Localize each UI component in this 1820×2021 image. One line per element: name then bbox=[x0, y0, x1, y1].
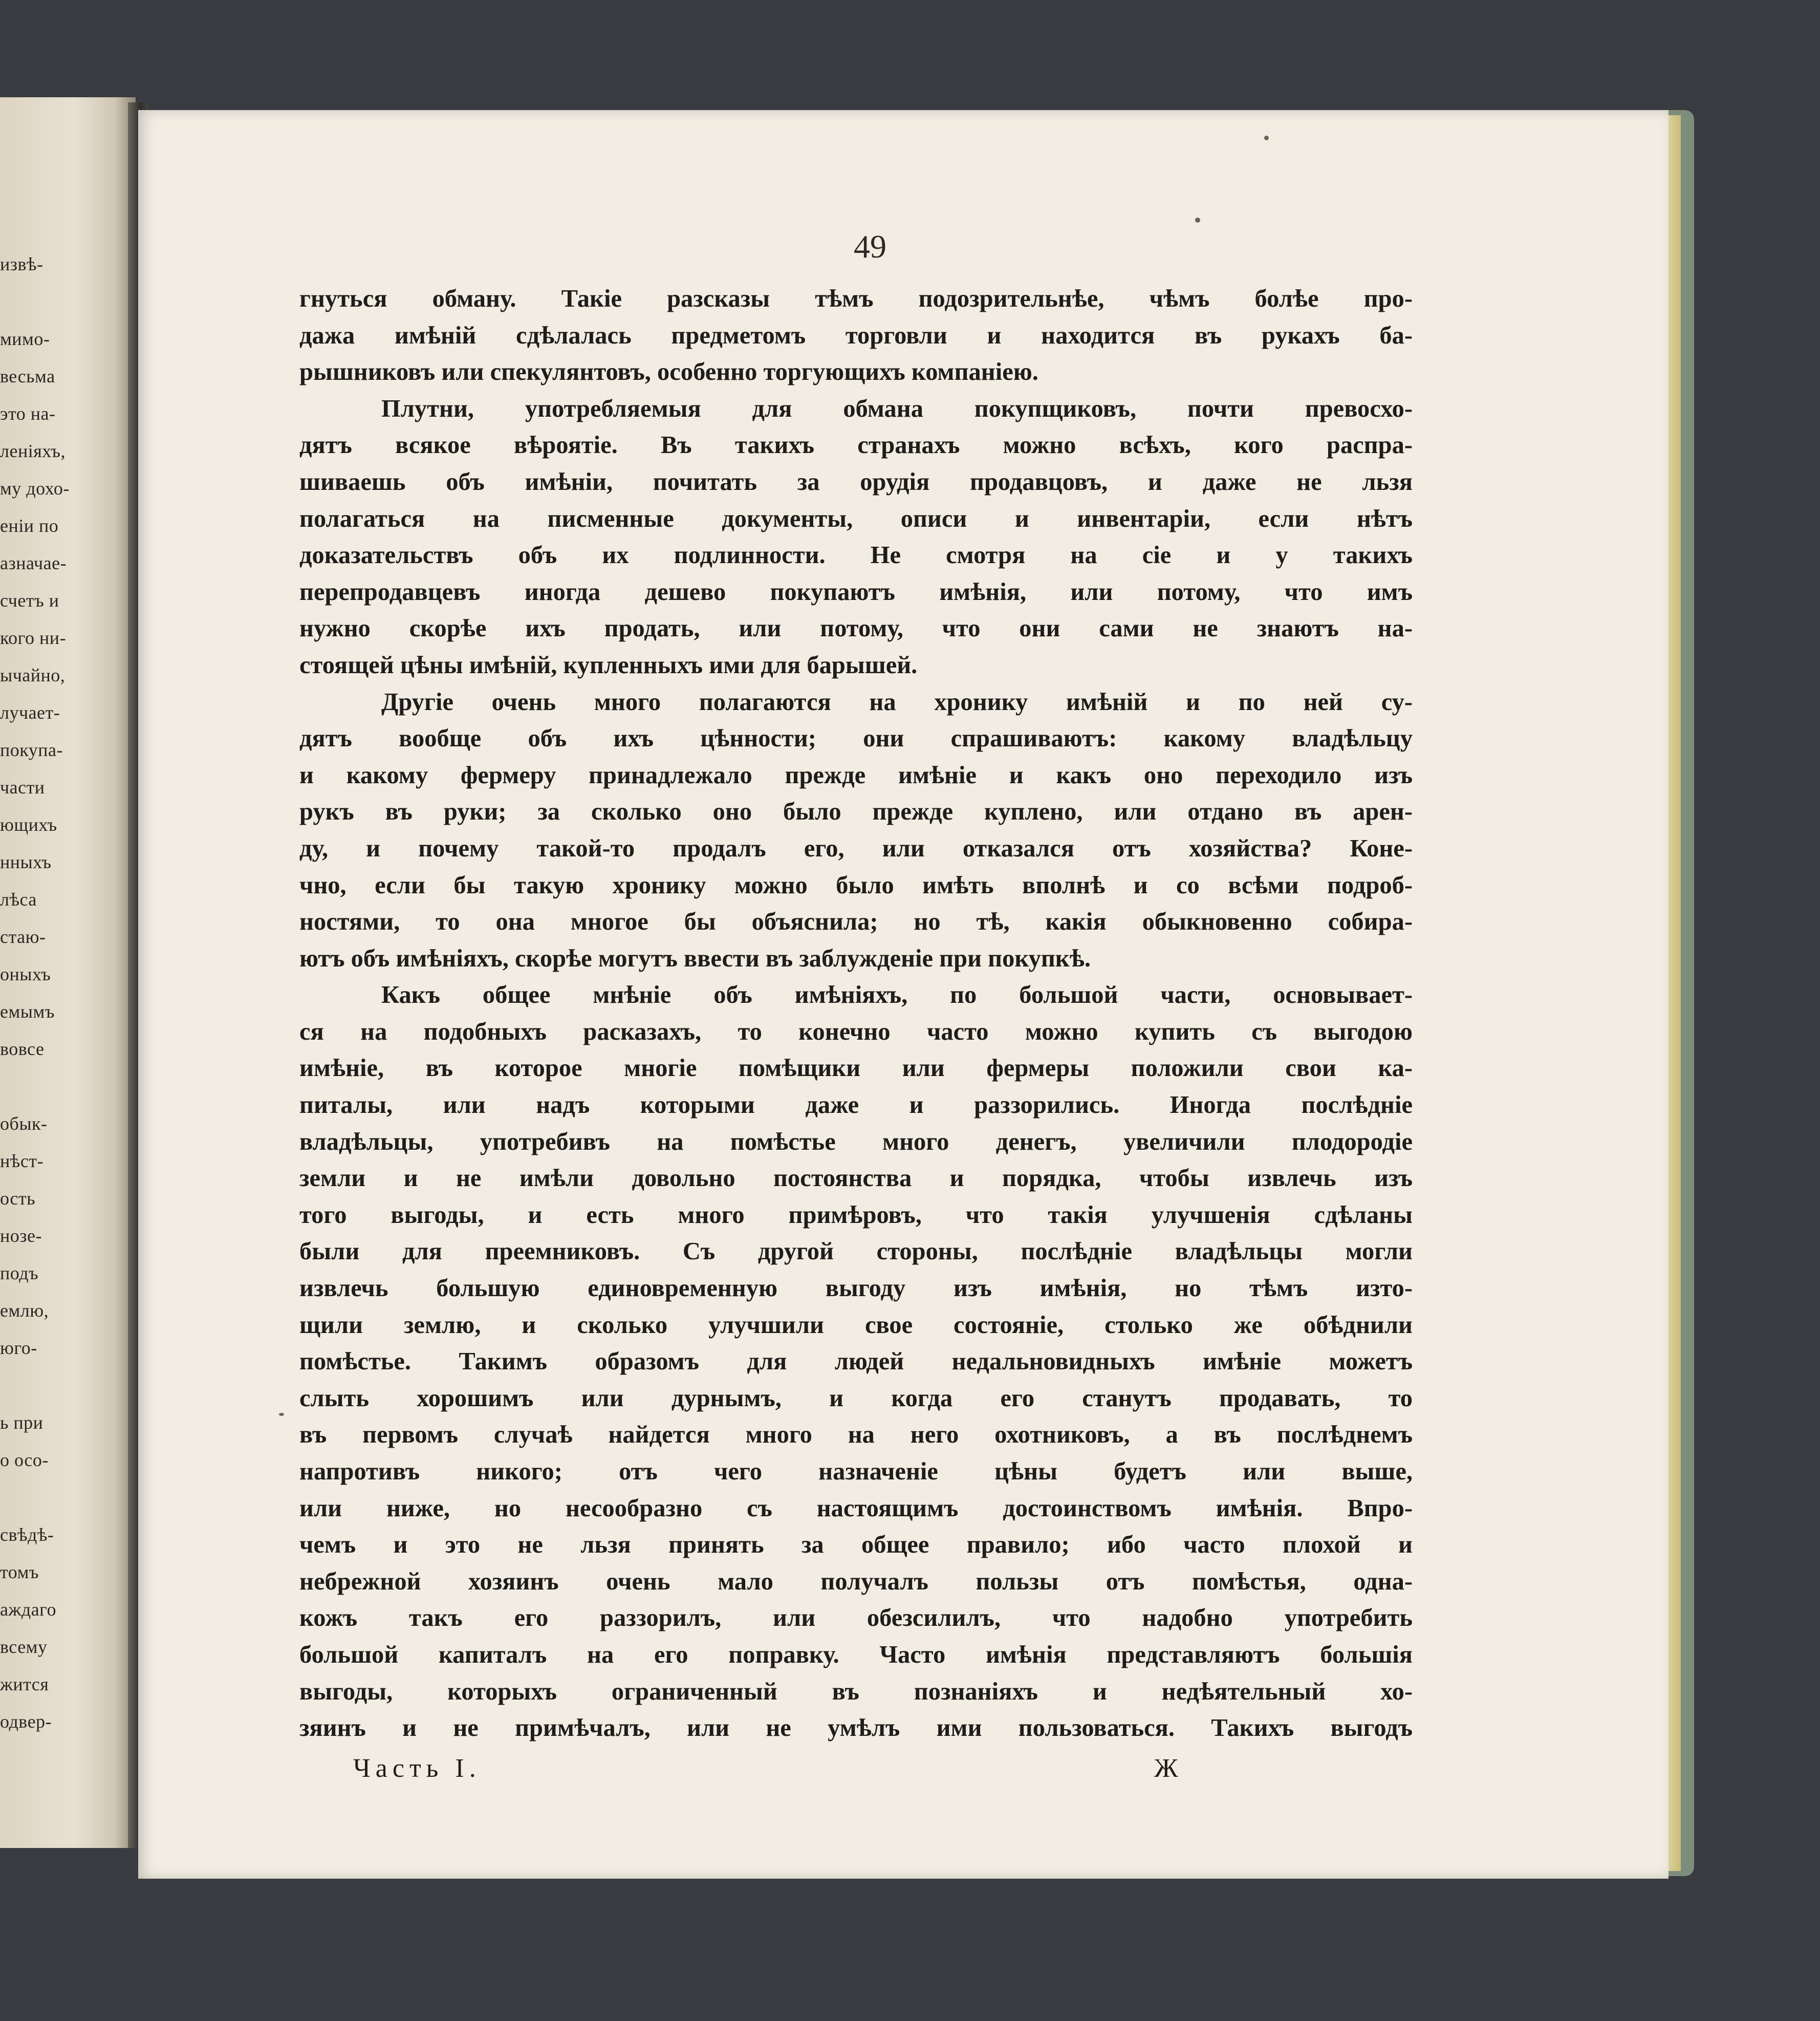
text-line: въ первомъ случаѣ найдется много на него охотниковъ, а въ послѣднемъ bbox=[299, 1421, 1413, 1449]
facing-page-fragment: счетъ и bbox=[0, 590, 59, 611]
facing-page-fragment: о осо- bbox=[0, 1450, 49, 1470]
facing-page-fragment: жится bbox=[0, 1674, 49, 1694]
paper-speck bbox=[1195, 218, 1200, 223]
text-line: того выгоды, и есть много примѣровъ, что такiя улучшенiя сдѣланы bbox=[299, 1201, 1413, 1229]
facing-page-fragment: кого ни- bbox=[0, 628, 67, 648]
facing-page-fragment: это на- bbox=[0, 403, 56, 424]
body-text bbox=[299, 281, 1413, 1747]
text-line: Другiе очень много полагаются на хронику имѣнiй и по ней су- bbox=[381, 688, 1413, 716]
text-line: чемъ и это не льзя принять за общее правило; ибо часто плохой и bbox=[299, 1531, 1413, 1559]
facing-page-fragment: емымъ bbox=[0, 1001, 55, 1022]
facing-page-fragment: ющихъ bbox=[0, 814, 57, 835]
text-line: доказательствъ объ их подлинности. Не смотря на сiе и у такихъ bbox=[299, 542, 1413, 569]
page-edges bbox=[1669, 115, 1681, 1871]
facing-page-fragment: всему bbox=[0, 1637, 48, 1657]
facing-page-fragment: обык- bbox=[0, 1113, 48, 1134]
facing-page-fragment: нѣст- bbox=[0, 1151, 44, 1171]
facing-page-fragment: ленiяхъ, bbox=[0, 441, 66, 461]
facing-page-fragment: лучает- bbox=[0, 702, 60, 723]
text-line: дятъ вообще объ ихъ цѣнности; они спрашиваютъ: какому владѣльцу bbox=[299, 725, 1413, 752]
text-line: ностями, то она многое бы объяснила; но тѣ, какiя обыкновенно собира- bbox=[299, 908, 1413, 936]
facing-page-fragment: подъ bbox=[0, 1263, 39, 1283]
text-line: дятъ всякое вѣроятiе. Въ такихъ странахъ можно всѣхъ, кого распра- bbox=[299, 432, 1413, 459]
facing-page-fragment: вовсе bbox=[0, 1039, 45, 1059]
text-line: выгоды, которыхъ ограниченный въ познанiяхъ и недѣятельный хо- bbox=[299, 1678, 1413, 1705]
facing-page-fragment: стаю- bbox=[0, 927, 46, 947]
facing-page-fragment: лѣса bbox=[0, 889, 37, 910]
text-line: ютъ объ имѣнiяхъ, скорѣе могутъ ввести въ заблужденiе при покупкѣ. bbox=[299, 944, 1091, 972]
text-line: небрежной хозяинъ очень мало получалъ пользы отъ помѣстья, одна- bbox=[299, 1567, 1413, 1595]
facing-page-fragment: томъ bbox=[0, 1562, 39, 1582]
text-line: напротивъ никого; отъ чего назначенiе цѣны будетъ или выше, bbox=[299, 1458, 1413, 1485]
facing-page-left bbox=[0, 97, 136, 1848]
text-line: стоящей цѣны имѣнiй, купленныхъ ими для барышей. bbox=[299, 651, 918, 679]
text-line: питалы, или надъ которыми даже и раззорились. Иногда послѣднiе bbox=[299, 1091, 1413, 1119]
text-line: рукъ въ руки; за сколько оно было прежде куплено, или отдано въ арен- bbox=[299, 798, 1413, 826]
text-line: или ниже, но несообразно съ настоящимъ достоинствомъ имѣнiя. Впро- bbox=[299, 1494, 1413, 1522]
facing-page-fragment: юго- bbox=[0, 1338, 37, 1358]
text-line: ду, и почему такой-то продалъ его, или отказался отъ хозяйства? Коне- bbox=[299, 834, 1413, 862]
facing-page-fragment: енiи по bbox=[0, 515, 59, 536]
text-line: Какъ общее мнѣнiе объ имѣнiяхъ, по большой части, основывает- bbox=[381, 981, 1413, 1009]
text-line: кожъ такъ его раззорилъ, или обезсилилъ, что надобно употребить bbox=[299, 1604, 1413, 1632]
text-line: ся на подобныхъ расказахъ, то конечно часто можно купить съ выгодою bbox=[299, 1018, 1413, 1045]
signature-mark-letter: Ж bbox=[1154, 1754, 1178, 1783]
facing-page-fragment: нозе- bbox=[0, 1226, 42, 1246]
text-line: владѣльцы, употребивъ на помѣстье много денегъ, увеличили плодородiе bbox=[299, 1128, 1413, 1155]
facing-page-fragment: части bbox=[0, 777, 45, 798]
signature-mark-part: Часть I. bbox=[353, 1754, 481, 1783]
facing-page-fragment: аждаго bbox=[0, 1599, 57, 1620]
facing-page-fragment: ь при bbox=[0, 1412, 44, 1433]
text-line: были для преемниковъ. Съ другой стороны, послѣднiе владѣльцы могли bbox=[299, 1238, 1413, 1265]
facing-page-fragment: му дохо- bbox=[0, 478, 70, 499]
text-line: Плутни, употребляемыя для обмана покупщиковъ, почти превосхо- bbox=[381, 395, 1413, 422]
text-line: земли и не имѣли довольно постоянства и порядка, чтобы извлечь изъ bbox=[299, 1165, 1413, 1192]
page-number: 49 bbox=[854, 228, 886, 265]
facing-page-fragment: покупа- bbox=[0, 740, 63, 760]
facing-page-fragment: нныхъ bbox=[0, 852, 52, 872]
text-line: шиваешь объ имѣнiи, почитать за орудiя продавцовъ, и даже не льзя bbox=[299, 468, 1413, 496]
facing-page-fragment: оныхъ bbox=[0, 964, 51, 984]
facing-page-fragment: весьма bbox=[0, 366, 55, 386]
text-line: перепродавцевъ иногда дешево покупаютъ имѣнiя, или потому, что имъ bbox=[299, 578, 1413, 606]
text-line: щили землю, и сколько улучшили свое состоянiе, столько же обѣднили bbox=[299, 1311, 1413, 1339]
facing-page-fragment: ычайно, bbox=[0, 665, 66, 685]
text-line: рышниковъ или спекулянтовъ, особенно торгующихъ компанiею. bbox=[299, 358, 1038, 386]
text-line: гнуться обману. Такiе разсказы тѣмъ подозрительнѣе, чѣмъ болѣе про- bbox=[299, 285, 1413, 312]
facing-page-fragment: ость bbox=[0, 1188, 36, 1209]
text-line: чно, если бы такую хронику можно было имѣть вполнѣ и со всѣми подроб- bbox=[299, 871, 1413, 899]
facing-page-fragment: мимо- bbox=[0, 329, 50, 349]
facing-page-fragment: азначае- bbox=[0, 553, 67, 573]
facing-page-fragment: емлю, bbox=[0, 1300, 49, 1321]
text-line: имѣнiе, въ которое многiе помѣщики или фермеры положили свои ка- bbox=[299, 1055, 1413, 1082]
paper-speck bbox=[279, 1413, 284, 1416]
text-line: полагаться на писменные документы, описи и инвентарiи, если нѣтъ bbox=[299, 505, 1413, 532]
facing-page-fragment: свѣдѣ- bbox=[0, 1524, 54, 1545]
text-line: дажа имѣнiй сдѣлалась предметомъ торговли и находится въ рукахъ ба- bbox=[299, 321, 1413, 349]
text-line: нужно скорѣе ихъ продать, или потому, что они сами не знаютъ на- bbox=[299, 615, 1413, 642]
facing-page-fragment: извѣ- bbox=[0, 254, 44, 274]
text-line: большой капиталъ на его поправку. Часто имѣнiя представляютъ большiя bbox=[299, 1641, 1413, 1668]
paper-speck bbox=[1264, 136, 1269, 140]
text-line: помѣстье. Такимъ образомъ для людей недальновидныхъ имѣнiе можетъ bbox=[299, 1348, 1413, 1375]
facing-page-fragment: одвер- bbox=[0, 1711, 52, 1732]
text-line: зяинъ и не примѣчалъ, или не умѣлъ ими пользоваться. Такихъ выгодъ bbox=[299, 1714, 1413, 1742]
text-line: извлечь большую единовременную выгоду изъ имѣнiя, но тѣмъ изто- bbox=[299, 1275, 1413, 1302]
text-line: слыть хорошимъ или дурнымъ, и когда его станутъ продавать, то bbox=[299, 1384, 1413, 1412]
text-line: и какому фермеру принадлежало прежде имѣнiе и какъ оно переходило изъ bbox=[299, 761, 1413, 789]
